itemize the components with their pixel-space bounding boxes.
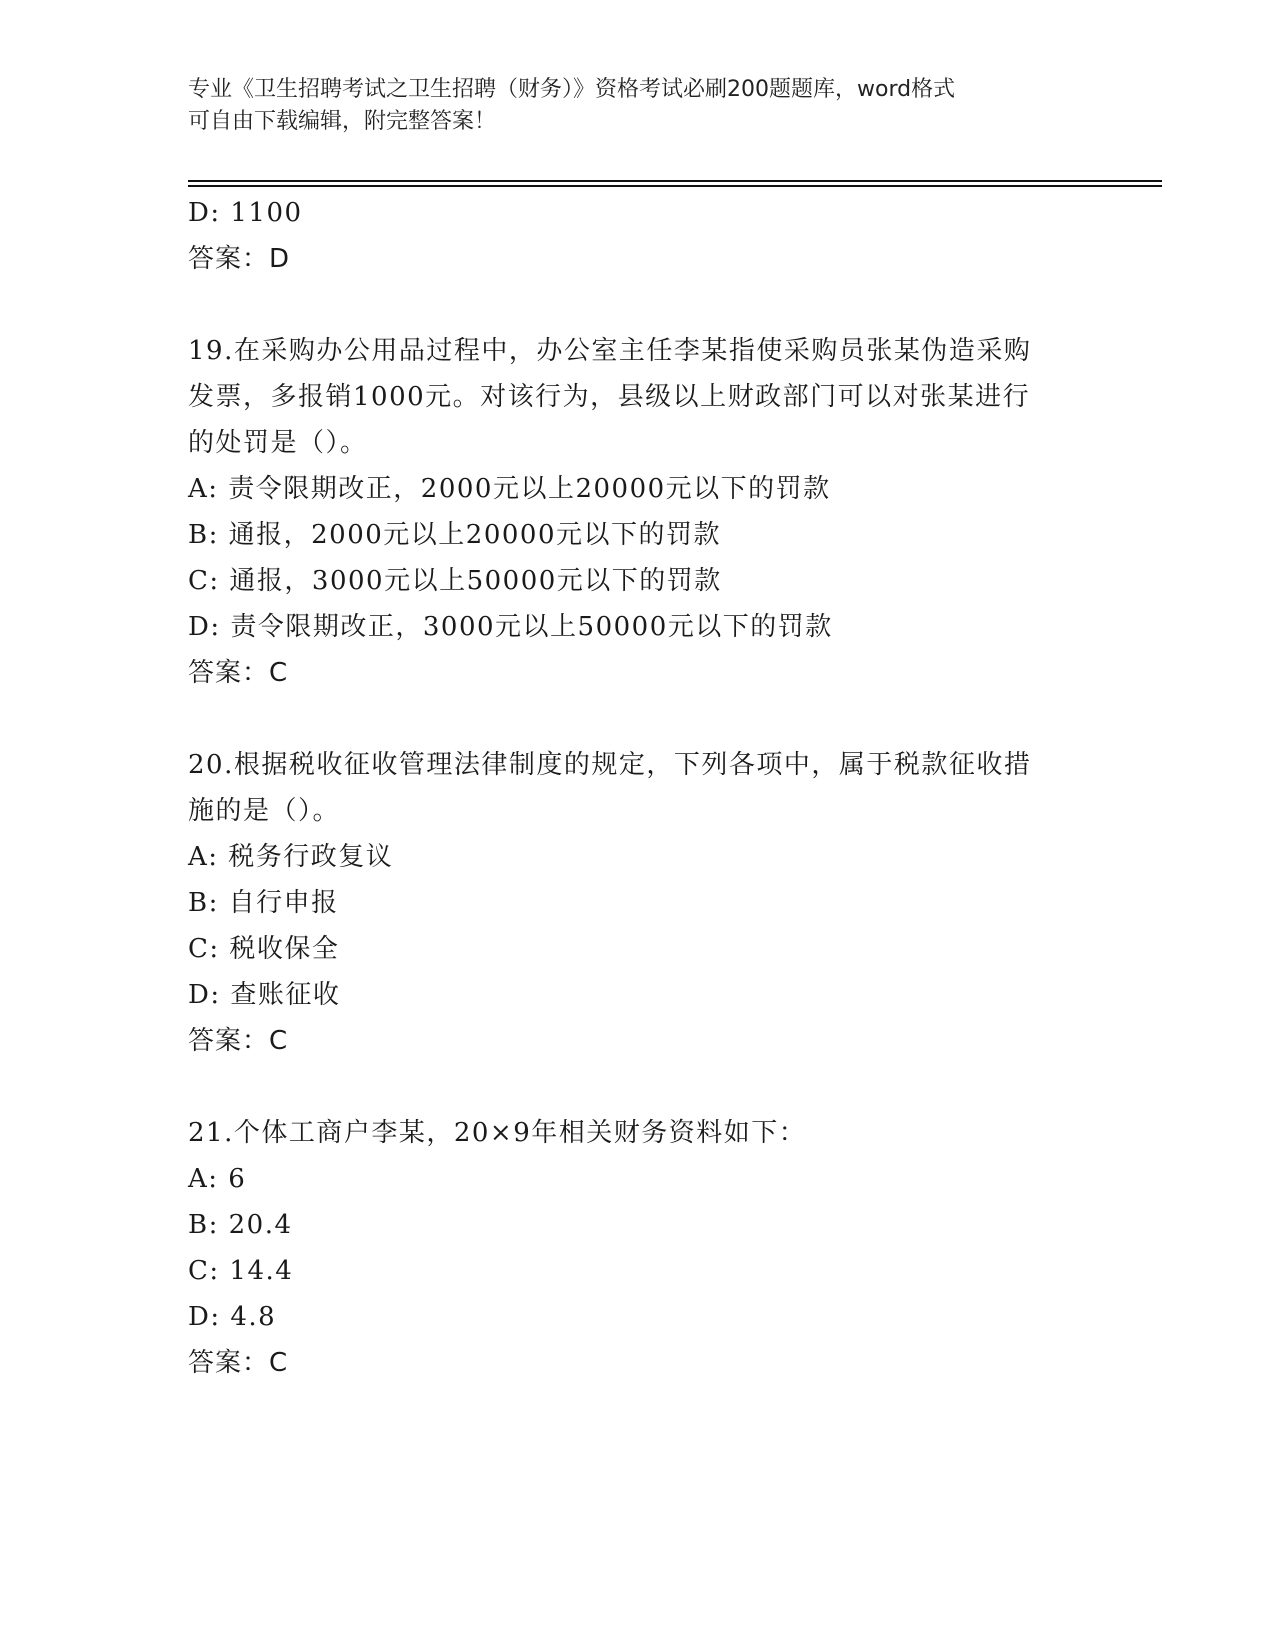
- question-19: [188, 328, 1088, 696]
- header-line-1: 专业《卫生招聘考试之卫生招聘（财务）》资格考试必刷200题题库，word格式: [188, 77, 956, 102]
- q21-answer: 答案：C: [188, 1348, 289, 1378]
- q19-option-b: B: 通报，2000元以上20000元以下的罚款: [188, 520, 722, 550]
- q19-option-d: D: 责令限期改正，3000元以上50000元以下的罚款: [188, 612, 833, 642]
- q21-option-a: A: 6: [188, 1164, 247, 1194]
- q19-answer: 答案：C: [188, 658, 289, 688]
- q21-option-c: C: 14.4: [188, 1256, 294, 1286]
- question-21: [188, 1110, 1088, 1386]
- q20-stem-line-2: 施的是（）。: [188, 796, 341, 826]
- q20-answer: 答案：C: [188, 1026, 289, 1056]
- q20-option-b: B: 自行申报: [188, 888, 339, 918]
- header-line-2: 可自由下载编辑，附完整答案！: [188, 109, 497, 134]
- header-rule-top: [188, 180, 1162, 182]
- q19-option-a: A: 责令限期改正，2000元以上20000元以下的罚款: [188, 474, 831, 504]
- q19-stem-line-3: 的处罚是（）。: [188, 428, 368, 458]
- prev-answer: 答案：D: [188, 244, 291, 274]
- q19-option-c: C: 通报，3000元以上50000元以下的罚款: [188, 566, 722, 596]
- header-rule-bottom: [188, 185, 1162, 187]
- q21-stem-line-1: 21.个体工商户李某，20×9年相关财务资料如下：: [188, 1118, 807, 1148]
- q20-option-a: A: 税务行政复议: [188, 842, 394, 872]
- question-20: [188, 742, 1088, 1064]
- q21-option-b: B: 20.4: [188, 1210, 293, 1240]
- question-content: [188, 190, 1088, 1386]
- q19-stem-line-2: 发票，多报销1000元。对该行为，县级以上财政部门可以对张某进行: [188, 382, 1031, 412]
- q20-option-d: D: 查账征收: [188, 980, 341, 1010]
- spacer: [188, 696, 1088, 742]
- q20-option-c: C: 税收保全: [188, 934, 340, 964]
- q21-option-d: D: 4.8: [188, 1302, 277, 1332]
- q20-stem-line-1: 20.根据税收征收管理法律制度的规定，下列各项中，属于税款征收措: [188, 750, 1032, 780]
- document-header: [188, 74, 1088, 138]
- prev-option-d: D: 1100: [188, 198, 303, 228]
- spacer: [188, 282, 1088, 328]
- spacer: [188, 1064, 1088, 1110]
- q19-stem-line-1: 19.在采购办公用品过程中，办公室主任李某指使采购员张某伪造采购: [188, 336, 1032, 366]
